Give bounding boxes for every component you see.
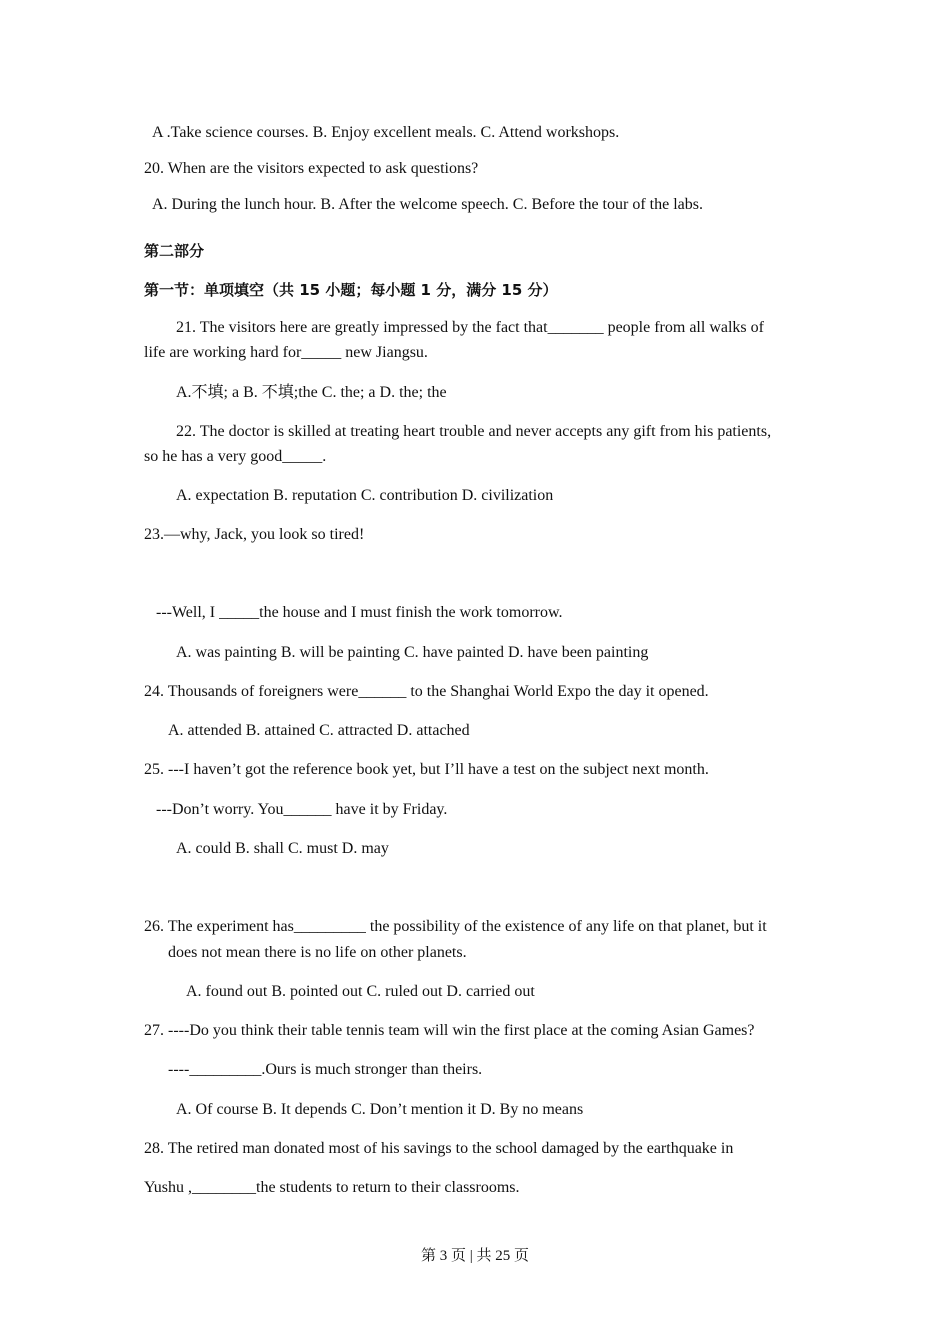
q28-stem-line1: 28. The retired man donated most of his savings to the school damaged by the earthquake in — [144, 1140, 734, 1157]
q20-stem: 20. When are the visitors expected to ask questions? — [144, 160, 479, 177]
q25-stem: 25. ---I haven’t got the reference book yet, but I’ll have a test on the subject next month. — [144, 761, 709, 778]
q26-options: A. found out B. pointed out C. ruled out D. carried out — [186, 983, 535, 1000]
q27-options: A. Of course B. It depends C. Don’t mention it D. By no means — [176, 1101, 584, 1118]
q22-stem-line1: 22. The doctor is skilled at treating heart trouble and never accepts any gift from his patients, — [176, 423, 772, 440]
q22-options: A. expectation B. reputation C. contribution D. civilization — [176, 487, 554, 504]
q20-options: A. During the lunch hour. B. After the welcome speech. C. Before the tour of the labs. — [152, 196, 703, 213]
q21-options: A.不填; a B. 不填;the C. the; a D. the; the — [176, 384, 447, 401]
q27-reply: ----_________.Ours is much stronger than theirs. — [168, 1061, 483, 1078]
page-footer: 第 3 页 | 共 25 页 — [420, 1248, 529, 1264]
q27-stem: 27. ----Do you think their table tennis team will win the first place at the coming Asian Games? — [144, 1022, 755, 1039]
section-heading: 第一节：单项填空（共 15 小题；每小题 1 分，满分 15 分） — [144, 281, 558, 299]
part-heading: 第二部分 — [144, 242, 205, 260]
q24-options: A. attended B. attained C. attracted D. attached — [168, 722, 470, 739]
q24-stem: 24. Thousands of foreigners were______ to the Shanghai World Expo the day it opened. — [144, 683, 709, 700]
q23-options: A. was painting B. will be painting C. have painted D. have been painting — [176, 644, 649, 661]
q19-options: A .Take science courses. B. Enjoy excellent meals. C. Attend workshops. — [152, 124, 620, 141]
q21-stem-line2: life are working hard for_____ new Jiangsu. — [144, 344, 428, 361]
q22-stem-line2: so he has a very good_____. — [144, 448, 327, 465]
q21-stem-line1: 21. The visitors here are greatly impressed by the fact that_______ people from all walks of — [176, 319, 764, 336]
q25-options: A. could B. shall C. must D. may — [176, 840, 389, 857]
q23-stem: 23.—why, Jack, you look so tired! — [144, 526, 365, 543]
q26-stem-line2: does not mean there is no life on other planets. — [168, 944, 467, 961]
q28-stem-line2: Yushu ,________the students to return to their classrooms. — [144, 1179, 520, 1196]
q26-stem-line1: 26. The experiment has_________ the possibility of the existence of any life on that planet, but it — [144, 918, 767, 935]
q25-reply: ---Don’t worry. You______ have it by Friday. — [156, 801, 448, 818]
q23-reply: ---Well, I _____the house and I must finish the work tomorrow. — [156, 604, 563, 621]
